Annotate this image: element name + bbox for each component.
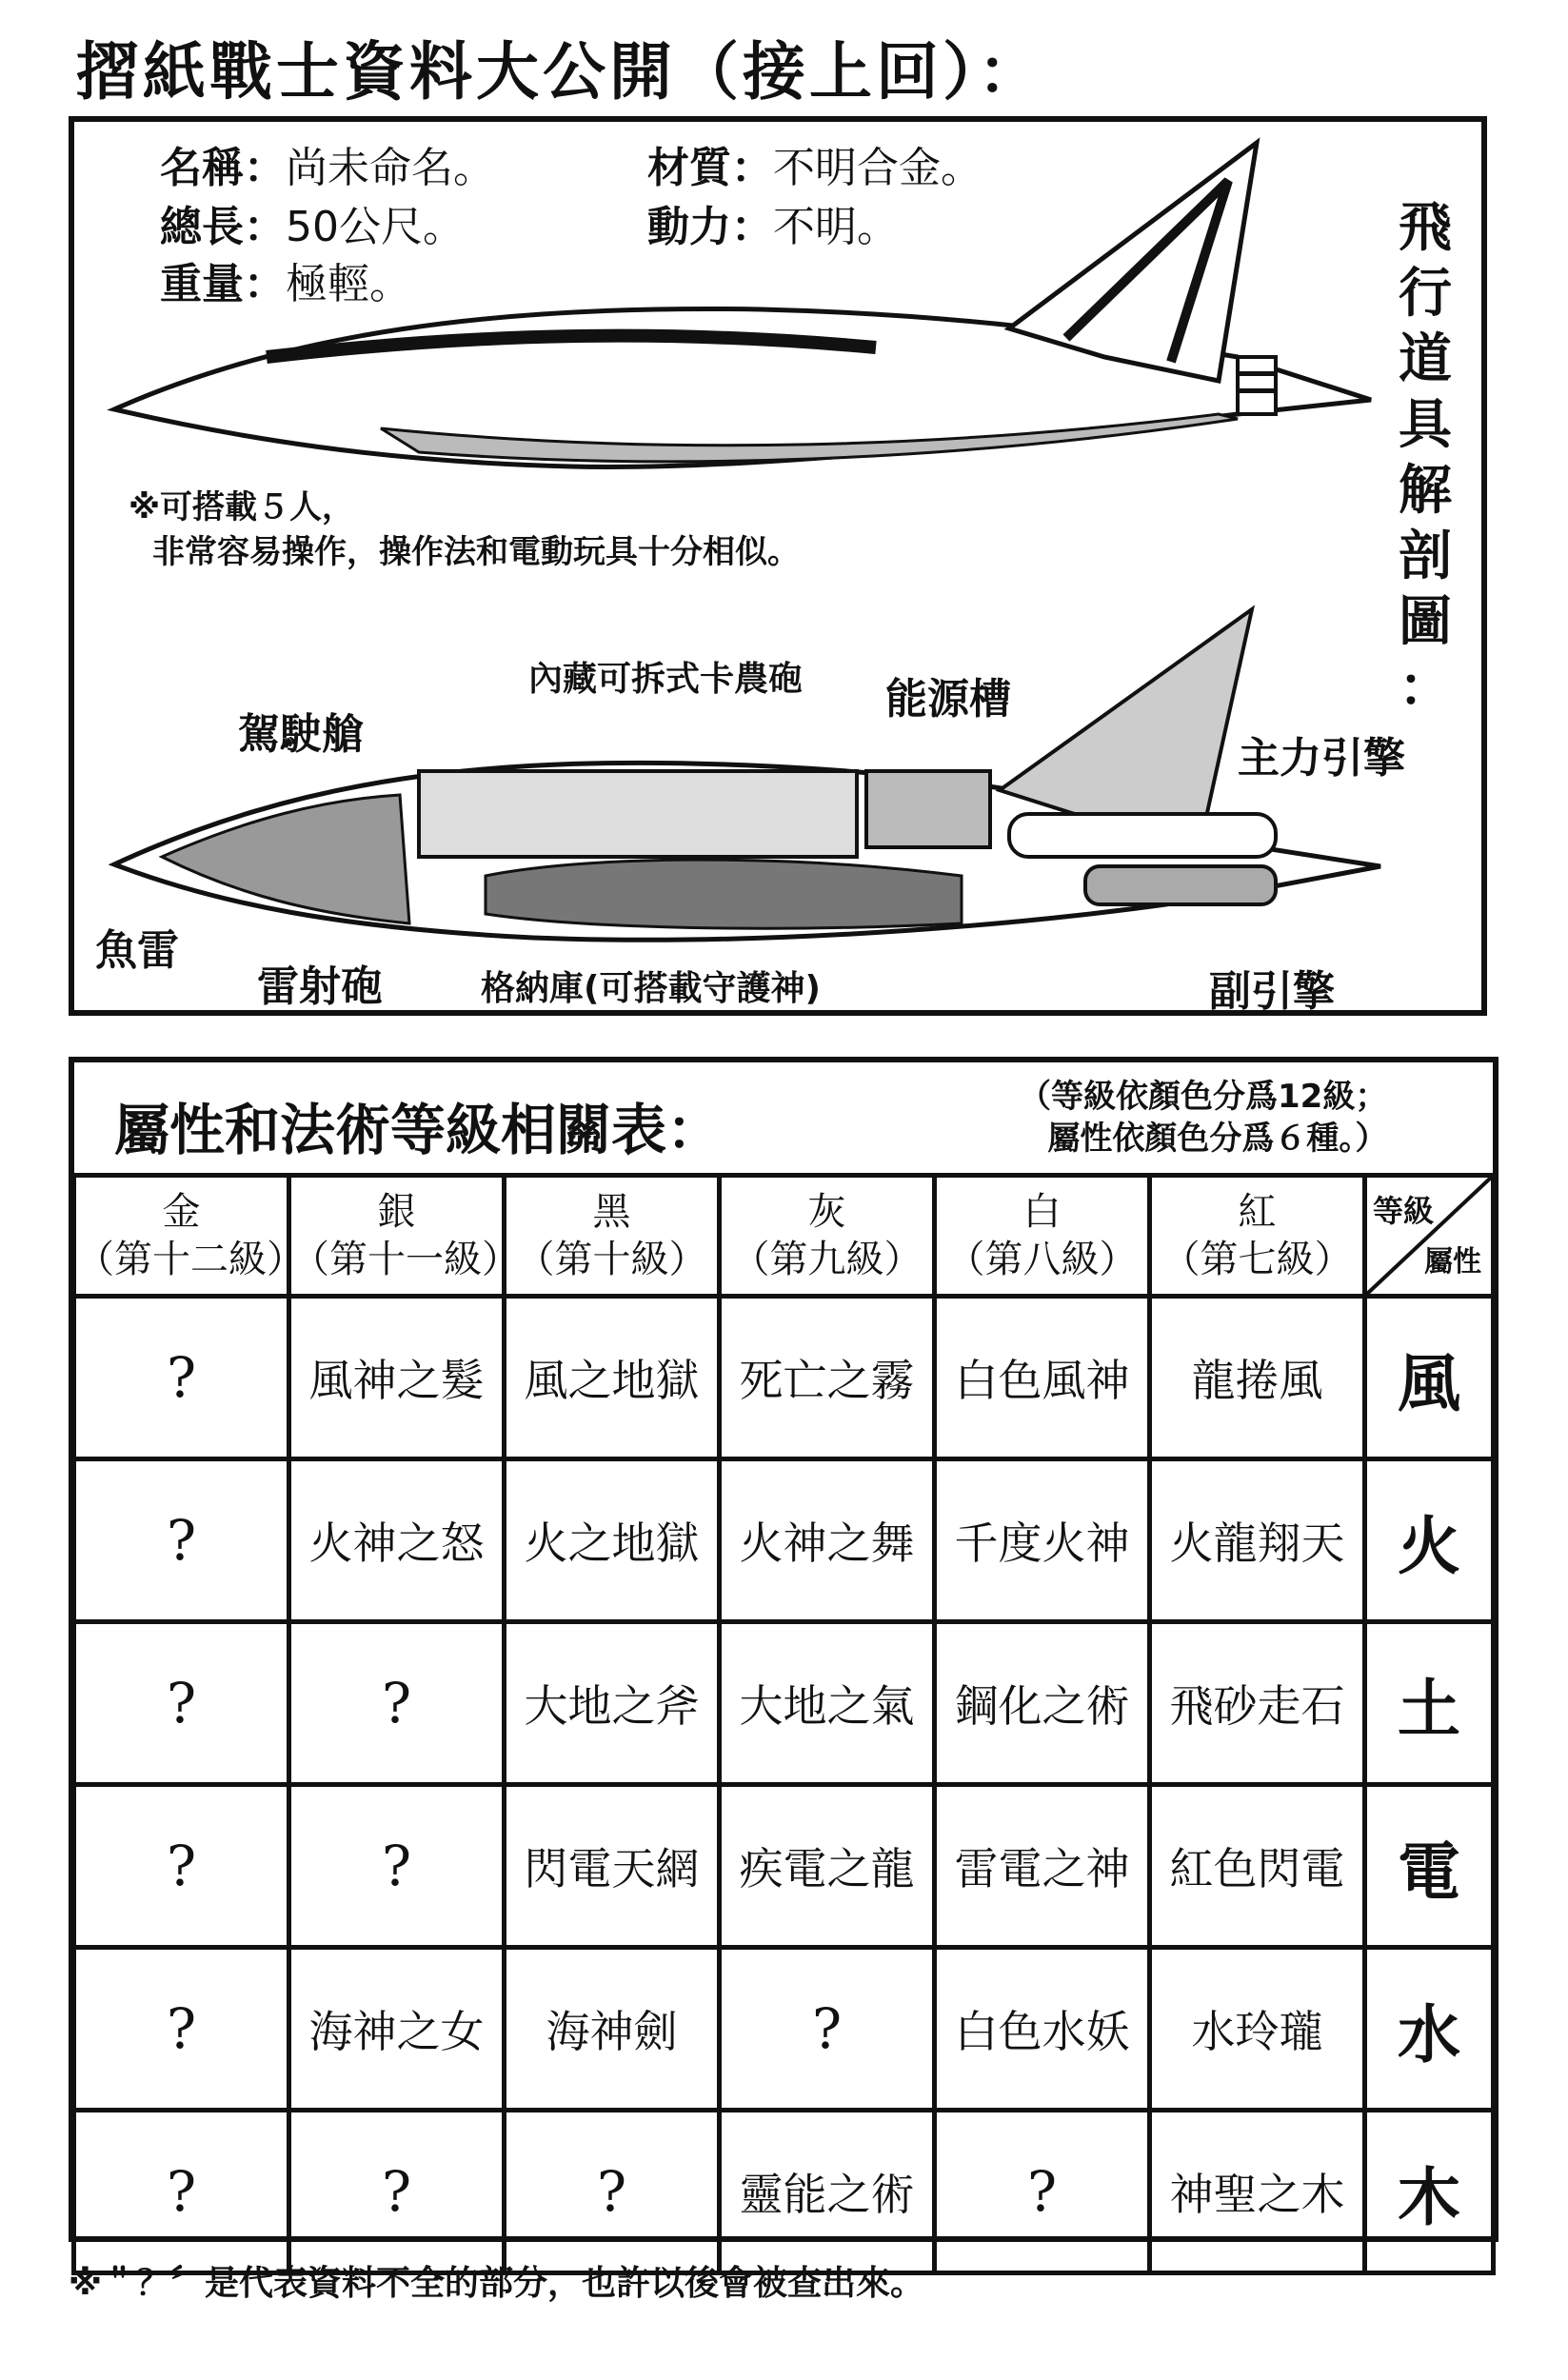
table-header-row <box>74 1176 1494 1297</box>
table-cell: 大地之斧 <box>505 1622 720 1785</box>
label-main-engine: 主力引擎 <box>1238 734 1405 783</box>
label-cannon: 內藏可拆式卡農砲 <box>528 660 804 699</box>
element-cell: 水 <box>1365 1948 1494 2111</box>
header-white: 白 （第八級） <box>935 1176 1150 1297</box>
table-note: （等級依顏色分爲12級； 屬性依顏色分爲６種。） <box>1019 1078 1388 1158</box>
table-row <box>74 1622 1494 1785</box>
header-corner: 等級 屬性 <box>1365 1176 1494 1297</box>
header-black: 黑 （第十級） <box>505 1176 720 1297</box>
table-cell: 白色水妖 <box>935 1948 1150 2111</box>
table-cell: ? <box>289 1622 505 1785</box>
table-cell: ? <box>505 2111 720 2273</box>
header-silver: 銀 （第十一級） <box>289 1176 505 1297</box>
table-cell: ? <box>935 2111 1150 2273</box>
label-cockpit: 駕駛艙 <box>238 710 364 759</box>
table-title: 屬性和法術等級相關表： <box>114 1098 723 1162</box>
grade-table <box>71 1173 1496 2275</box>
element-cell: 木 <box>1365 2111 1494 2273</box>
table-cell: 鋼化之術 <box>935 1622 1150 1785</box>
table-cell: ? <box>720 1948 935 2111</box>
table-cell: 火龍翔天 <box>1150 1459 1365 1622</box>
table-cell: 閃電天網 <box>505 1785 720 1948</box>
table-row <box>74 2111 1494 2273</box>
footnote: ※＂？〞是代表資料不全的部分，也許以後會被查出來。 <box>69 2264 924 2303</box>
table-cell: 飛砂走石 <box>1150 1622 1365 1785</box>
element-cell: 火 <box>1365 1459 1494 1622</box>
table-cell: 海神之女 <box>289 1948 505 2111</box>
header-gold: 金 （第十二級） <box>74 1176 289 1297</box>
table-cell: 白色風神 <box>935 1297 1150 1459</box>
table-row <box>74 1297 1494 1459</box>
label-energy-tank: 能源槽 <box>885 675 1011 724</box>
table-cell: 靈能之術 <box>720 2111 935 2273</box>
table-cell: 神聖之木 <box>1150 2111 1365 2273</box>
table-cell: 火神之舞 <box>720 1459 935 1622</box>
spec-material: 材質：不明合金。 <box>647 144 982 192</box>
spec-power: 動力：不明。 <box>647 203 899 251</box>
table-cell: 火之地獄 <box>505 1459 720 1622</box>
element-cell: 風 <box>1365 1297 1494 1459</box>
note-line-2: 非常容易操作，操作法和電動玩具十分相似。 <box>152 533 800 571</box>
table-cell: ? <box>74 1297 289 1459</box>
table-cell: ? <box>74 1948 289 2111</box>
table-cell: 風神之髮 <box>289 1297 505 1459</box>
table-cell: ? <box>289 2111 505 2273</box>
label-hangar: 格納庫(可搭載守護神) <box>481 969 821 1008</box>
table-cell: 火神之怒 <box>289 1459 505 1622</box>
note-line-1: ※可搭載５人， <box>129 488 355 526</box>
table-cell: 千度火神 <box>935 1459 1150 1622</box>
page-title: 摺紙戰士資料大公開（接上回）： <box>76 35 1044 109</box>
aircraft-side-view <box>95 143 1409 505</box>
table-cell: ? <box>74 1622 289 1785</box>
table-cell: 海神劍 <box>505 1948 720 2111</box>
spec-weight: 重量：極輕。 <box>160 260 411 308</box>
table-cell: ? <box>289 1785 505 1948</box>
table-cell: 大地之氣 <box>720 1622 935 1785</box>
table-cell: 雷電之神 <box>935 1785 1150 1948</box>
table-cell: 龍捲風 <box>1150 1297 1365 1459</box>
header-gray: 灰 （第九級） <box>720 1176 935 1297</box>
label-torpedo: 魚雷 <box>95 926 179 975</box>
spec-length: 總長：50公尺。 <box>160 203 465 251</box>
table-cell: ? <box>74 1785 289 1948</box>
element-cell: 電 <box>1365 1785 1494 1948</box>
table-row <box>74 1459 1494 1622</box>
spec-name: 名稱：尚未命名。 <box>160 144 495 192</box>
label-laser-cannon: 雷射砲 <box>257 962 383 1011</box>
header-red: 紅 （第七級） <box>1150 1176 1365 1297</box>
table-row <box>74 1785 1494 1948</box>
table-cell: 疾電之龍 <box>720 1785 935 1948</box>
table-row <box>74 1948 1494 2111</box>
table-cell: 風之地獄 <box>505 1297 720 1459</box>
table-cell: ? <box>74 2111 289 2273</box>
element-cell: 土 <box>1365 1622 1494 1785</box>
table-cell: 死亡之霧 <box>720 1297 935 1459</box>
table-cell: 紅色閃電 <box>1150 1785 1365 1948</box>
label-sub-engine: 副引擎 <box>1209 967 1335 1016</box>
table-cell: ? <box>74 1459 289 1622</box>
table-cell: 水玲瓏 <box>1150 1948 1365 2111</box>
vertical-title: 飛 行 道 具 解 剖 圖 ： <box>1399 197 1452 719</box>
